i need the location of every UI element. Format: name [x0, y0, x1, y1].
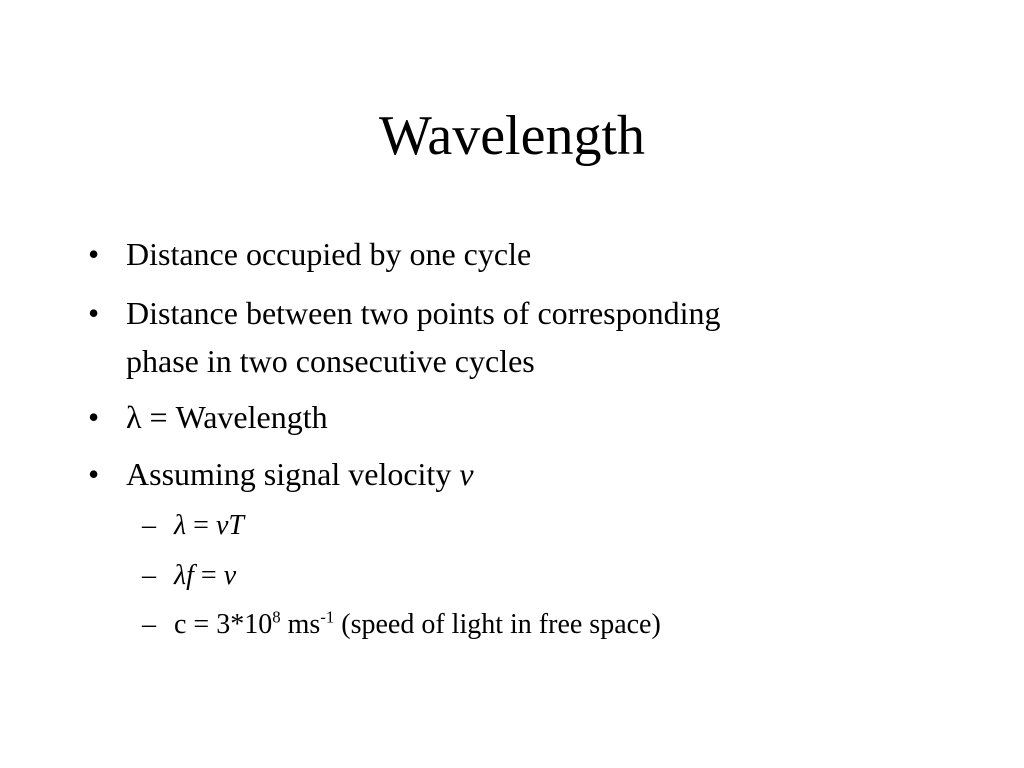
sub-bullet-marker: –	[142, 609, 156, 640]
bullet-text: Distance occupied by one cycle	[126, 236, 532, 272]
velocity-variable: v	[459, 456, 474, 492]
bullet-marker: •	[88, 399, 100, 435]
equals-sign: =	[193, 560, 224, 591]
bullet-marker: •	[88, 456, 100, 492]
unit-text: ms	[280, 609, 321, 640]
slide-title: Wavelength	[378, 105, 646, 167]
lambda-symbol: λ	[126, 399, 142, 435]
sub-bullet-marker: –	[142, 560, 156, 591]
bullet-text: = Wavelength	[141, 399, 328, 435]
lambda-symbol: λ	[174, 560, 187, 591]
exponent: -1	[320, 607, 335, 627]
bullet-item	[88, 393, 328, 441]
bullet-text-line1: Distance between two points of corresponding	[126, 295, 721, 331]
bullet-item	[88, 230, 532, 278]
bullet-item	[88, 289, 721, 385]
frequency-variable: f	[186, 560, 194, 591]
formula-note: (speed of light in free space)	[334, 609, 661, 640]
bullet-text-line2: phase in two consecutive cycles	[126, 343, 535, 379]
exponent: 8	[272, 607, 281, 627]
bullet-item	[88, 450, 474, 498]
lambda-symbol: λ	[174, 510, 187, 541]
formula-rhs: vT	[215, 510, 244, 541]
sub-bullet-item	[142, 605, 661, 645]
formula-prefix: c = 3*10	[174, 609, 273, 640]
formula-rhs: v	[223, 560, 237, 591]
bullet-marker: •	[88, 236, 100, 272]
bullet-marker: •	[88, 295, 100, 331]
sub-bullet-item	[142, 556, 237, 596]
sub-bullet-marker: –	[142, 510, 156, 541]
sub-bullet-item	[142, 506, 244, 546]
bullet-text: Assuming signal velocity	[126, 456, 460, 492]
equals-sign: =	[186, 510, 216, 541]
